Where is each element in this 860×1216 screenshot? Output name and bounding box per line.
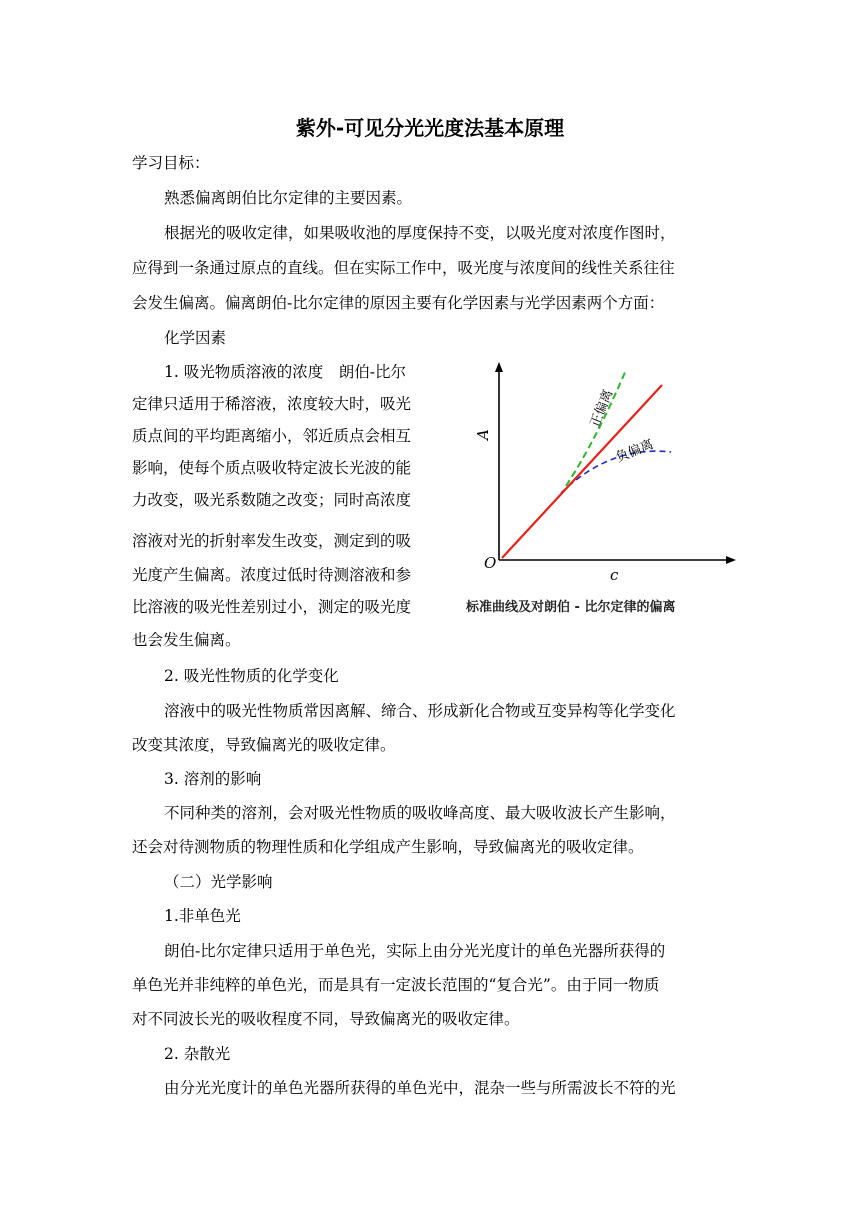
section-heading: （二）光学影响 <box>164 873 273 891</box>
x-axis-label: c <box>610 566 619 584</box>
deviation-diagram <box>466 360 766 590</box>
text-line: 影响，使每个质点吸收特定波长光波的能 <box>132 459 412 477</box>
text-line: 应得到一条通过原点的直线。但在实际工作中，吸光度与浓度间的线性关系往往 <box>132 259 675 277</box>
text-line: 还会对待测物质的物理性质和化学组成产生影响，导致偏离光的吸收定律。 <box>132 838 644 856</box>
text-line: 朗伯-比尔定律只适用于单色光，实际上由分光光度计的单色光器所获得的 <box>164 942 666 960</box>
text-line: 比溶液的吸光性差别过小，测定的吸光度 <box>132 598 412 616</box>
text-line: 由分光光度计的单色光器所获得的单色光中，混杂一些与所需波长不符的光 <box>164 1079 676 1097</box>
text-line: 光度产生偏离。浓度过低时待测溶液和参 <box>132 566 412 584</box>
text-line: 1. 吸光物质溶液的浓度 朗伯-比尔 <box>164 363 406 381</box>
standard-line <box>502 385 662 558</box>
text-line: 对不同波长光的吸收程度不同，导致偏离光的吸收定律。 <box>132 1010 520 1028</box>
section-heading: 3. 溶剂的影响 <box>164 770 262 788</box>
text-line: 学习目标： <box>132 154 210 172</box>
deviation-figure <box>466 360 766 622</box>
section-heading: 1.非单色光 <box>164 907 241 925</box>
text-line: 溶液对光的折射率发生改变，测定到的吸 <box>132 532 412 550</box>
negative-deviation-label: 负偏离 <box>613 437 656 466</box>
y-axis-label: A <box>474 429 492 440</box>
figure-caption: 标准曲线及对朗伯 - 比尔定律的偏离 <box>466 600 676 615</box>
section-heading: 2. 杂散光 <box>164 1045 231 1063</box>
section-heading: 化学因素 <box>164 329 227 347</box>
text-line: 定律只适用于稀溶液，浓度较大时，吸光 <box>132 395 412 413</box>
text-line: 根据光的吸收定律，如果吸收池的厚度保持不变，以吸光度对浓度作图时， <box>164 224 676 242</box>
text-line: 溶液中的吸光性物质常因离解、缔合、形成新化合物或互变异构等化学变化 <box>164 702 676 720</box>
text-line: 不同种类的溶剂，会对吸光性物质的吸收峰高度、最大吸收波长产生影响， <box>164 804 676 822</box>
y-axis-arrow <box>495 362 503 372</box>
x-axis-arrow <box>726 556 736 564</box>
positive-deviation-label: 正偏离 <box>587 387 617 430</box>
page-title: 紫外-可见分光光度法基本原理 <box>295 116 565 140</box>
text-line: 力改变，吸光系数随之改变；同时高浓度 <box>132 491 412 509</box>
text-line: 熟悉偏离朗伯比尔定律的主要因素。 <box>164 189 413 207</box>
text-line: 质点间的平均距离缩小，邻近质点会相互 <box>132 427 412 445</box>
text-line: 也会发生偏离。 <box>132 631 241 649</box>
section-heading: 2. 吸光性物质的化学变化 <box>164 667 339 685</box>
text-line: 单色光并非纯粹的单色光，而是具有一定波长范围的“复合光”。由于同一物质 <box>132 976 660 994</box>
text-line: 改变其浓度，导致偏离光的吸收定律。 <box>132 736 396 754</box>
text-line: 会发生偏离。偏离朗伯-比尔定律的原因主要有化学因素与光学因素两个方面： <box>132 294 665 312</box>
origin-label: O <box>484 554 497 572</box>
